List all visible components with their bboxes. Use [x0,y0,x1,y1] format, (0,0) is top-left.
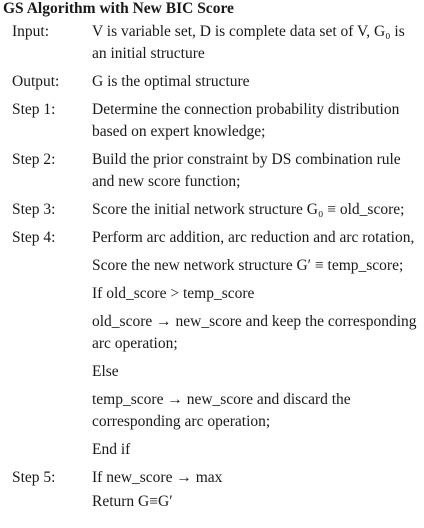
step-5 [0,467,424,513]
step-2 [0,149,424,193]
step-text: If old_score > temp_score [92,285,255,302]
step-text: Build the prior constraint by DS combination rule and new score function; [92,151,401,190]
step-label: Step 5: [12,469,56,486]
step-label: Step 2: [12,151,56,168]
step-label: Output: [12,73,60,90]
step-body [92,199,424,221]
step-text: Perform arc addition, arc reduction and arc rotation, [92,229,415,246]
step-1 [0,99,424,143]
step-body [92,99,424,143]
step-input [0,21,424,65]
step-label: Step 4: [12,229,56,246]
step-body [92,467,424,513]
step-body [92,149,424,193]
step-text: old_score → new_score and keep the corresponding arc operation; [92,313,417,352]
step-text: End if [92,441,131,458]
step-text: Score the initial network structure G₀ ≡ old_score; [92,201,405,218]
step-text: Return G≡G′ [92,493,173,510]
step-body [92,71,424,93]
step-body [92,21,424,65]
algorithm-title: GS Algorithm with New BIC Score [3,0,234,17]
step-text: If new_score → max [92,469,223,486]
step-output [0,71,424,93]
step-text: Score the new network structure G′ ≡ temp_score; [92,257,404,274]
step-text: V is variable set, D is complete data set of V, G₀ is an initial structure [92,23,405,62]
step-body [92,227,424,461]
step-4 [0,227,424,461]
step-label: Step 1: [12,101,56,118]
step-3 [0,199,424,221]
step-text: temp_score → new_score and discard the corresponding arc operation; [92,391,351,430]
step-text: G is the optimal structure [92,73,250,90]
step-text: Determine the connection probability distribution based on expert knowledge; [92,101,400,140]
step-text: Else [92,363,119,380]
step-label: Input: [12,23,50,40]
step-label: Step 3: [12,201,56,218]
